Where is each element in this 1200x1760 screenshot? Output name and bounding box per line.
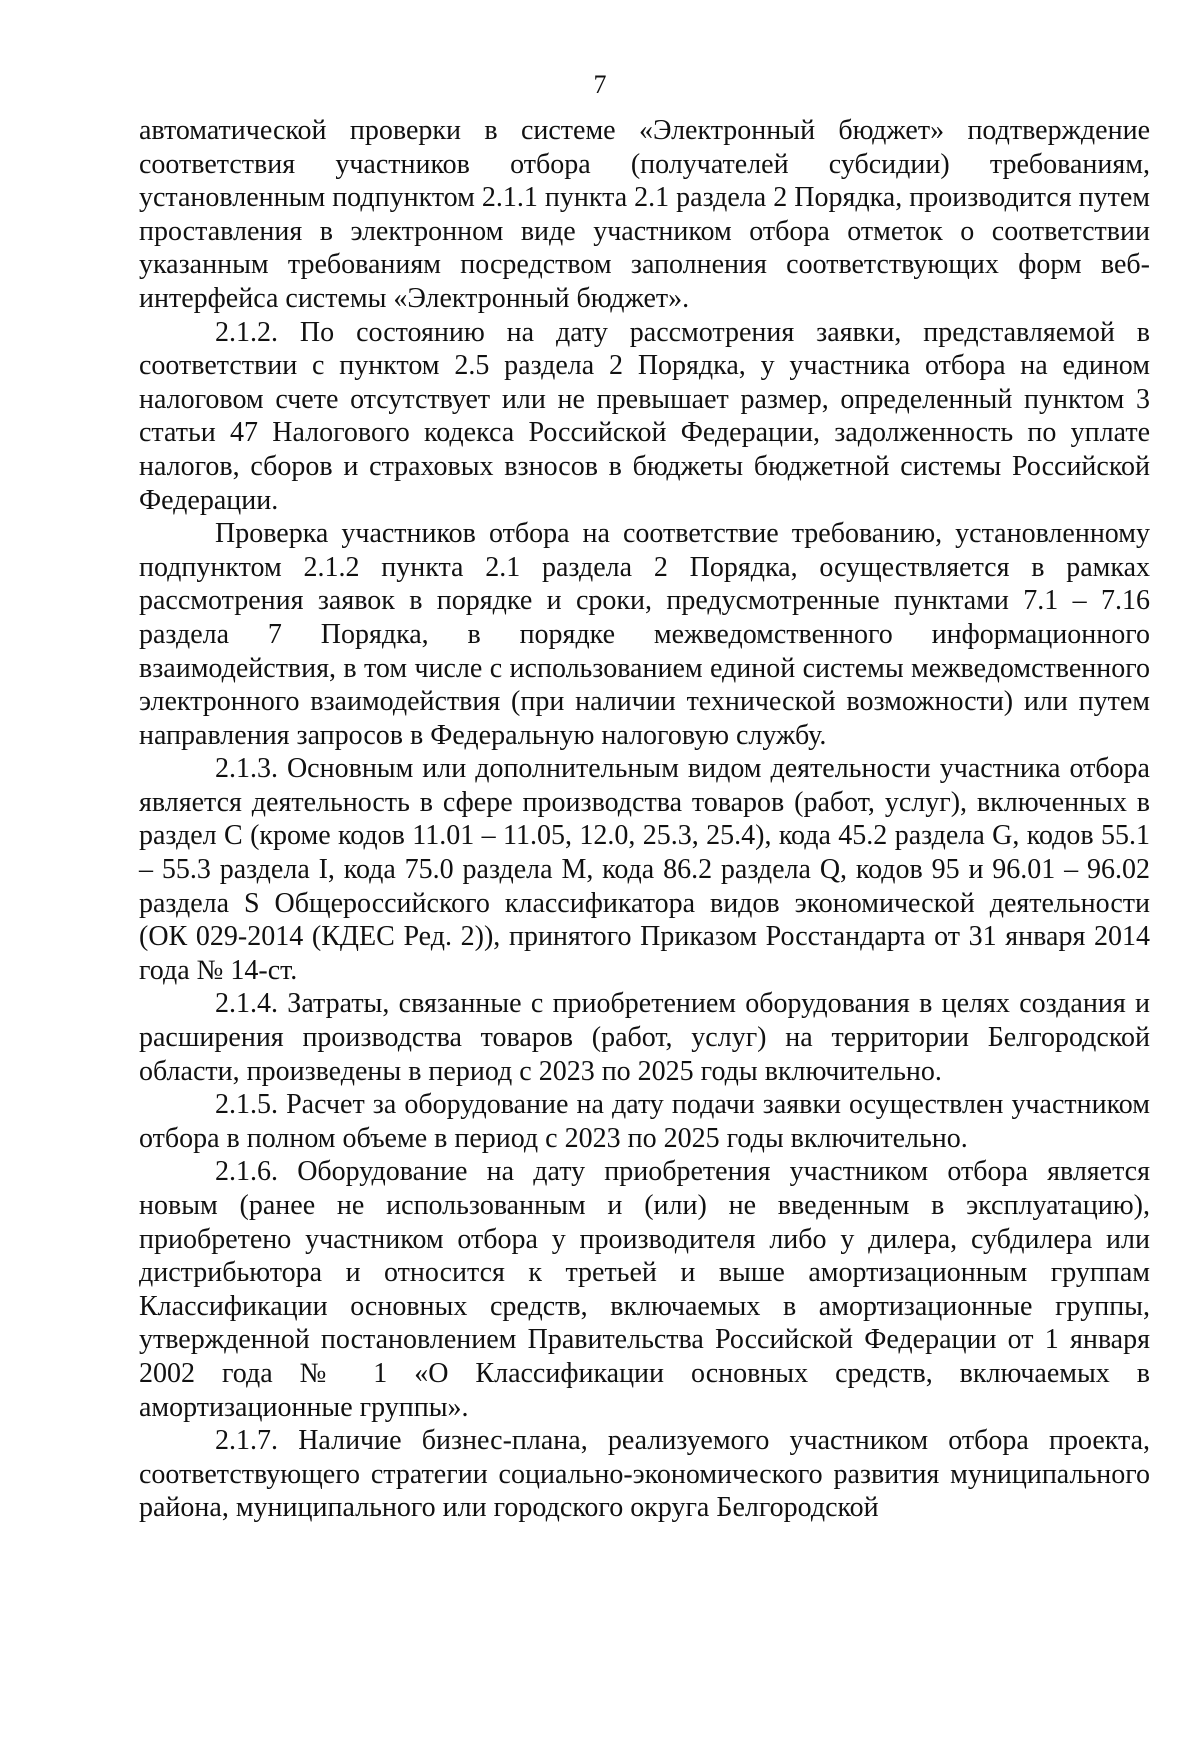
paragraph-verification: Проверка участников отбора на соответствие требованию, установленному подпунктом 2.1.2 пункта 2.1 раздела 2 Порядка, осуществляется в рамках рассмотрения заявок в порядке и сроки, предусмотренные пунктами 7.1 – 7.16 раздела 7 Порядка, в порядке межведомственного информационного взаимодействия, в том числе с использованием единой системы межведомственного электронного взаимодействия (при наличии технической возможности) или путем направления запросов в Федеральную налоговую службу. bbox=[139, 518, 1150, 751]
paragraph-2-1-4: 2.1.4. Затраты, связанные с приобретением оборудования в целях создания и расширения производства товаров (работ, услуг) на территории Белгородской области, произведены в период с 2023 по 2025 годы включительно. bbox=[139, 988, 1150, 1087]
paragraph-2-1-7: 2.1.7. Наличие бизнес-плана, реализуемого участником отбора проекта, соответствующего стратегии социально-экономического развития муниципального района, муниципального или городского округа Белгородской bbox=[139, 1425, 1150, 1524]
page-number: 7 bbox=[593, 70, 607, 99]
paragraph-2-1-3: 2.1.3. Основным или дополнительным видом деятельности участника отбора является деятельность в сфере производства товаров (работ, услуг), включенных в раздел C (кроме кодов 11.01 – 11.05, 12.0, 25.3, 25.4), кода 45.2 раздела G, кодов 55.1 – 55.3 раздела I, кода 75.0 раздела M, кода 86.2 раздела Q, кодов 95 и 96.01 – 96.02 раздела S Общероссийского классификатора видов экономической деятельности (ОК 029-2014 (КДЕС Ред. 2)), принятого Приказом Росстандарта от 31 января 2014 года № 14-ст. bbox=[139, 753, 1150, 986]
paragraph-2-1-5: 2.1.5. Расчет за оборудование на дату подачи заявки осуществлен участником отбора в полном объеме в период с 2023 по 2025 годы включительно. bbox=[139, 1089, 1150, 1154]
paragraph-2-1-2: 2.1.2. По состоянию на дату рассмотрения заявки, представляемой в соответствии с пунктом 2.5 раздела 2 Порядка, у участника отбора на едином налоговом счете отсутствует или не превышает размер, определенный пунктом 3 статьи 47 Налогового кодекса Российской Федерации, задолженность по уплате налогов, сборов и страховых взносов в бюджеты бюджетной системы Российской Федерации. bbox=[139, 316, 1150, 516]
paragraph-continuation: автоматической проверки в системе «Электронный бюджет» подтверждение соответствия участников отбора (получателей субсидии) требованиям, установленным подпунктом 2.1.1 пункта 2.1 раздела 2 Порядка, производится путем проставления в электронном виде участником отбора отметок о соответствии указанным требованиям посредством заполнения соответствующих форм веб-интерфейса системы «Электронный бюджет». bbox=[139, 115, 1150, 314]
paragraph-2-1-6: 2.1.6. Оборудование на дату приобретения участником отбора является новым (ранее не использованным и (или) не введенным в эксплуатацию), приобретено участником отбора у производителя либо у дилера, субдилера или дистрибьютора и относится к третьей и выше амортизационным группам Классификации основных средств, включаемых в амортизационные группы, утвержденной постановлением Правительства Российской Федерации от 1 января 2002 года № 1 «О Классификации основных средств, включаемых в амортизационные группы». bbox=[139, 1156, 1150, 1423]
document-body bbox=[139, 114, 1150, 1525]
